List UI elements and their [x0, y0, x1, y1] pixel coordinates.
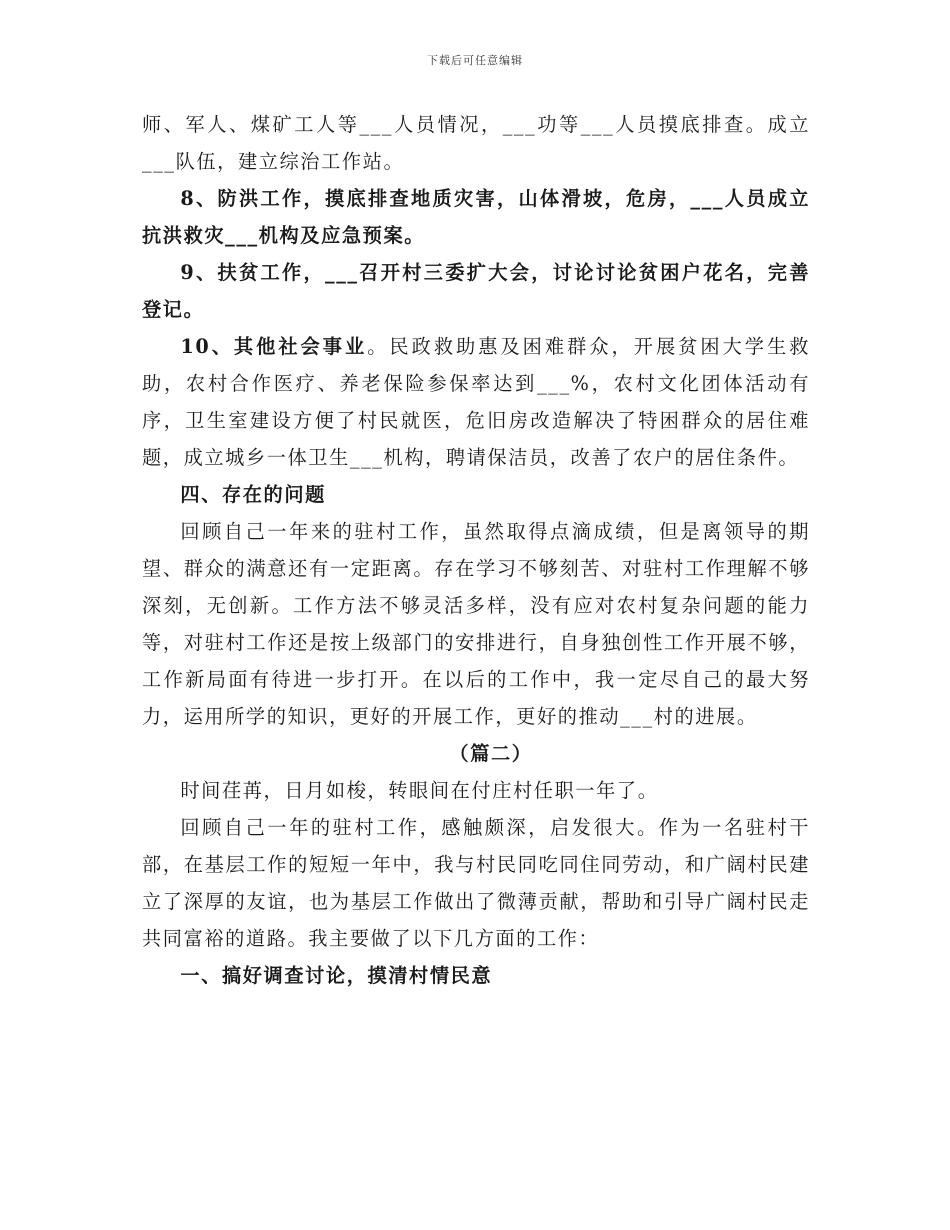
document-body — [142, 106, 810, 994]
paragraph-item-9: 9、扶贫工作，___召开村三委扩大会，讨论讨论贫困户花名，完善登记。 — [142, 261, 810, 321]
paragraph-item-10 — [142, 328, 810, 476]
paragraph-continuation: 师、军人、煤矿工人等___人员情况，___功等___人员摸底排查。成立___队伍，建立综治工作站。 — [142, 113, 810, 173]
item-10-body: 。民政救助惠及困难群众，开展贫困大学生救助，农村合作医疗、养老保险参保率达到___%，农村文化团体活动有序，卫生室建设方便了村民就医，危旧房改造解决了特困群众的居住难题，成立城乡一体卫生___机构，聘请保洁员，改善了农户的居住条件。 — [142, 335, 811, 469]
section-heading-4: 四、存在的问题 — [180, 483, 326, 506]
section-heading-1: 一、搞好调查讨论，摸清村情民意 — [180, 964, 493, 987]
paragraph-time: 时间荏苒，日月如梭，转眼间在付庄村任职一年了。 — [180, 779, 659, 802]
paragraph-review: 回顾自己一年的驻村工作，感触颇深，启发很大。作为一名驻村干部，在基层工作的短短一年中，我与村民同吃同住同劳动，和广阔村民建立了深厚的友谊，也为基层工作做出了微薄贡献，帮助和引导广阔村民走共同富裕的道路。我主要做了以下几方面的工作： — [142, 816, 810, 950]
part-two-title: （篇二） — [449, 742, 533, 765]
paragraph-problems: 回顾自己一年来的驻村工作，虽然取得点滴成绩，但是离领导的期望、群众的满意还有一定距离。存在学习不够刻苦、对驻村工作理解不够深刻，无创新。工作方法不够灵活多样，没有应对农村复杂问题的能力等，对驻村工作还是按上级部门的安排进行，自身独创性工作开展不够，工作新局面有待进一步打开。在以后的工作中，我一定尽自己的最大努力，运用所学的知识，更好的开展工作，更好的推动___村的进展。 — [142, 520, 810, 728]
paragraph-item-8: 8、防洪工作，摸底排查地质灾害，山体滑坡，危房，___人员成立抗洪救灾___机构及应急预案。 — [142, 187, 810, 247]
page-header-note: 下载后可任意编辑 — [427, 54, 523, 67]
item-10-heading: 10、其他社会事业 — [180, 335, 368, 358]
